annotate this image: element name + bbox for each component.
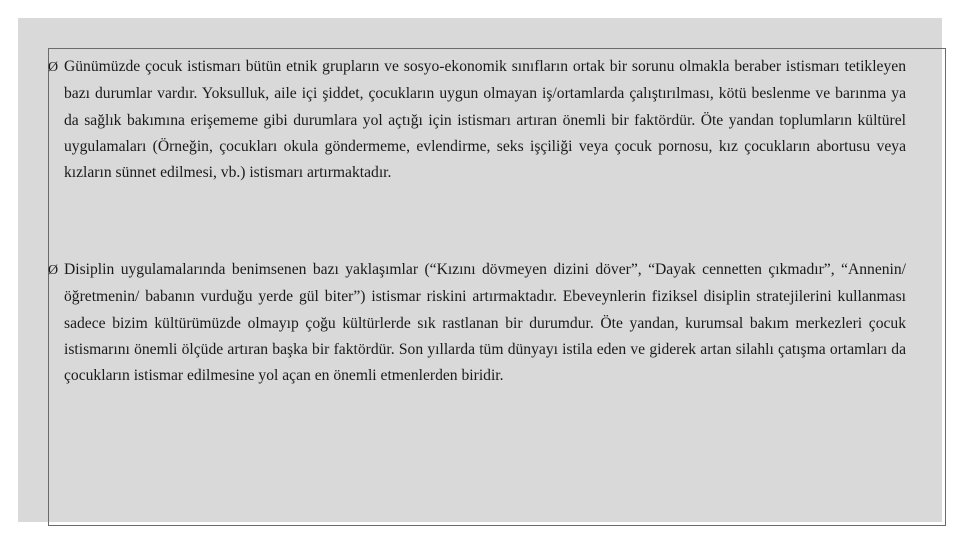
- arrow-bullet-icon: Ø: [48, 60, 59, 75]
- paragraph-1-text: Günümüzde çocuk istismarı bütün etnik grupların ve sosyo-ekonomik sınıfların ortak bir sorunu olmakla beraber istismarı tetikleyen bazı durumlar vardır. Yoksulluk, aile içi şiddet, çocukların uygun olmayan iş/ortamlarda çalıştırılması, kötü beslenme ve barınma ya da sağlık bakımına erişememe gibi durumlara yol açtığı için istismarı artıran önemli bir faktördür. Öte yandan toplumların kültürel uygulamaları (Örneğin, çocukları okula göndermeme, evlendirme, seks işçiliği veya çocuk pornosu, kız çocukların abortusu veya kızların sünnet edilmesi, vb.) istismarı artırmaktadır.: [64, 58, 906, 182]
- bullet-paragraph-2: [48, 257, 906, 389]
- paragraph-2-text: Disiplin uygulamalarında benimsenen bazı yaklaşımlar (“Kızını dövmeyen dizini döver”, “Dayak cennetten çıkmadır”, “Annenin/ öğretmenin/ babanın vurduğu yerde gül biter”) istismar riskini artırmaktadır. Ebeveynlerin fiziksel disiplin stratejilerini kullanması sadece bizim kültürümüzde olmayıp çoğu kültürlerde sık rastlanan bir durumdur. Öte yandan, kurumsal bakım merkezleri çocuk istismarını önemli ölçüde artıran başka bir faktördür. Son yıllarda tüm dünyayı istila eden ve giderek artan silahlı çatışma ortamları da çocukların istismar edilmesine yol açan en önemli etmenlerden biridir.: [64, 261, 906, 385]
- bullet-paragraph-1: [48, 54, 906, 186]
- arrow-bullet-icon: Ø: [48, 263, 59, 278]
